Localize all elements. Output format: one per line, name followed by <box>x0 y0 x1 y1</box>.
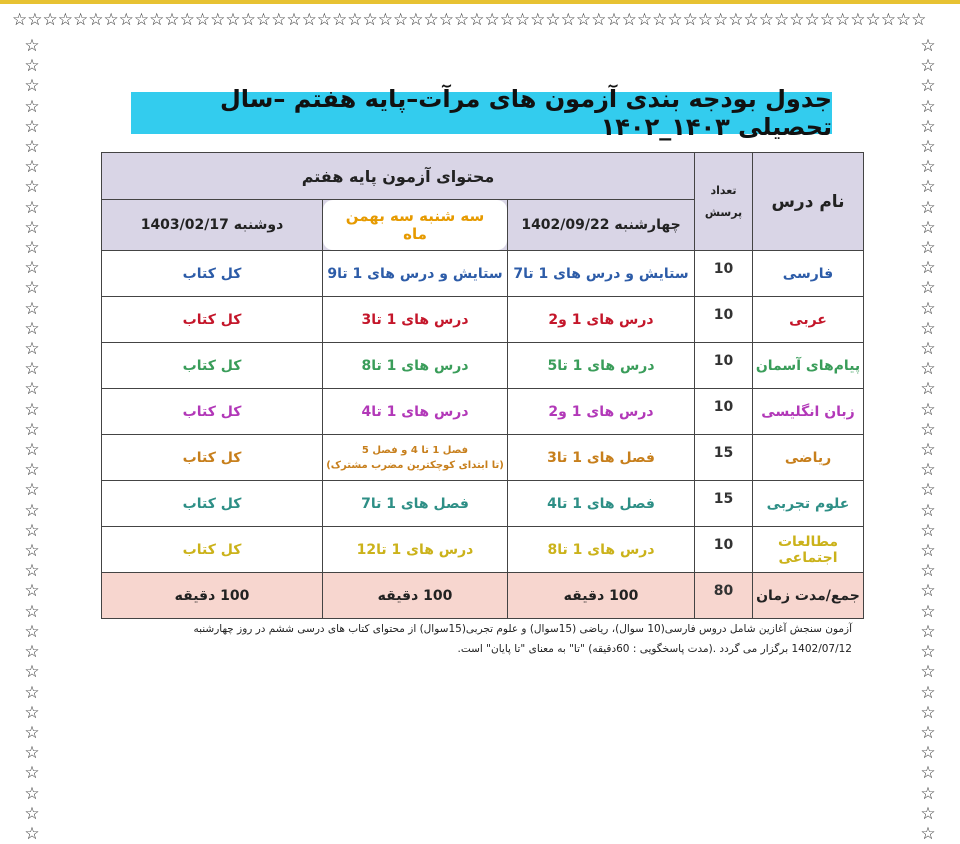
exam2-cell: درس های 1 تا8 <box>323 343 508 389</box>
subject-header: نام درس <box>753 153 864 251</box>
count-cell: 10 <box>695 527 753 573</box>
subject-cell: عربی <box>753 297 864 343</box>
total-count: 80 <box>695 573 753 619</box>
exam3-duration: 100 دقیقه <box>102 573 323 619</box>
count-cell: 10 <box>695 251 753 297</box>
header-row <box>102 153 864 200</box>
subject-cell: پیام‌های آسمان <box>753 343 864 389</box>
table-row <box>102 343 864 389</box>
subject-cell: ریاضی <box>753 435 864 481</box>
count-header: تعداد پرسش <box>695 153 753 251</box>
exam3-cell: کل کتاب <box>102 251 323 297</box>
budget-table <box>101 152 864 619</box>
exam1-cell: ستایش و درس های 1 تا7 <box>508 251 695 297</box>
footnote-line1: آزمون سنجش آغازین شامل دروس فارسی(10 سوال)، ریاضی (15سوال) و علوم تجربی(15سوال) از محتوای کتاب های درسی ششم در روز چهارشنبه <box>193 623 852 635</box>
exam3-cell: کل کتاب <box>102 343 323 389</box>
exam3-cell: کل کتاب <box>102 481 323 527</box>
table-row <box>102 527 864 573</box>
footnote <box>118 619 852 659</box>
exam3-cell: کل کتاب <box>102 527 323 573</box>
exam3-date: دوشنبه 1403/02/17 <box>102 200 323 251</box>
exam3-cell: کل کتاب <box>102 435 323 481</box>
exam2-date-badge: سه شنبه سه بهمن ماه <box>323 200 507 250</box>
exam2-cell: درس های 1 تا4 <box>323 389 508 435</box>
exam1-cell: درس های 1 تا5 <box>508 343 695 389</box>
exam2-cell <box>323 435 508 481</box>
exam2-duration: 100 دقیقه <box>323 573 508 619</box>
star-border-top: ☆☆☆☆☆☆☆☆☆☆☆☆☆☆☆☆☆☆☆☆☆☆☆☆☆☆☆☆☆☆☆☆☆☆☆☆☆☆☆☆☆☆☆☆☆☆☆☆☆☆☆☆☆☆☆☆☆☆☆☆ <box>12 10 927 30</box>
exam2-line1: فصل 1 تا 4 و فصل 5 <box>361 444 469 456</box>
subject-cell: زبان انگلیسی <box>753 389 864 435</box>
subject-cell: فارسی <box>753 251 864 297</box>
total-row <box>102 573 864 619</box>
table-row <box>102 297 864 343</box>
exam2-cell: درس های 1 تا12 <box>323 527 508 573</box>
table-row <box>102 481 864 527</box>
star-border-right: ☆☆☆☆☆☆☆☆☆☆☆☆☆☆☆☆☆☆☆☆☆☆☆☆☆☆☆☆☆☆☆☆☆☆☆☆☆☆☆☆ <box>920 36 936 844</box>
exam1-cell: فصل های 1 تا3 <box>508 435 695 481</box>
exam3-cell: کل کتاب <box>102 389 323 435</box>
table-row <box>102 435 864 481</box>
exam2-cell: فصل های 1 تا7 <box>323 481 508 527</box>
subject-cell: مطالعات اجتماعی <box>753 527 864 573</box>
exam2-cell: درس های 1 تا3 <box>323 297 508 343</box>
exam1-cell: فصل های 1 تا4 <box>508 481 695 527</box>
exam3-cell: کل کتاب <box>102 297 323 343</box>
exam1-duration: 100 دقیقه <box>508 573 695 619</box>
exam2-line2: (تا ابتدای کوچکترین مضرب مشترک) <box>326 459 504 471</box>
table-row <box>102 251 864 297</box>
table-row <box>102 389 864 435</box>
exam1-cell: درس های 1 و2 <box>508 389 695 435</box>
page-title: جدول بودجه بندی آزمون های مرآت–پایه هفتم –سال تحصیلی ۱۴۰۳_۱۴۰۲ <box>131 92 832 134</box>
count-cell: 10 <box>695 389 753 435</box>
exam1-cell: درس های 1 تا8 <box>508 527 695 573</box>
exam2-date <box>323 200 508 251</box>
footnote-line2: 1402/07/12 برگزار می گردد .(مدت پاسخگویی : 60دقیقه) "تا" به معنای "تا پایان" است. <box>457 643 852 655</box>
count-cell: 10 <box>695 343 753 389</box>
count-cell: 10 <box>695 297 753 343</box>
exam1-date: چهارشنبه 1402/09/22 <box>508 200 695 251</box>
content-header: محتوای آزمون پایه هفتم <box>102 153 695 200</box>
count-cell: 15 <box>695 435 753 481</box>
top-gold-line <box>0 0 960 4</box>
total-label: جمع/مدت زمان <box>753 573 864 619</box>
exam1-cell: درس های 1 و2 <box>508 297 695 343</box>
subject-cell: علوم تجربی <box>753 481 864 527</box>
star-border-left: ☆☆☆☆☆☆☆☆☆☆☆☆☆☆☆☆☆☆☆☆☆☆☆☆☆☆☆☆☆☆☆☆☆☆☆☆☆☆☆☆ <box>24 36 40 844</box>
count-cell: 15 <box>695 481 753 527</box>
exam2-cell: ستایش و درس های 1 تا9 <box>323 251 508 297</box>
